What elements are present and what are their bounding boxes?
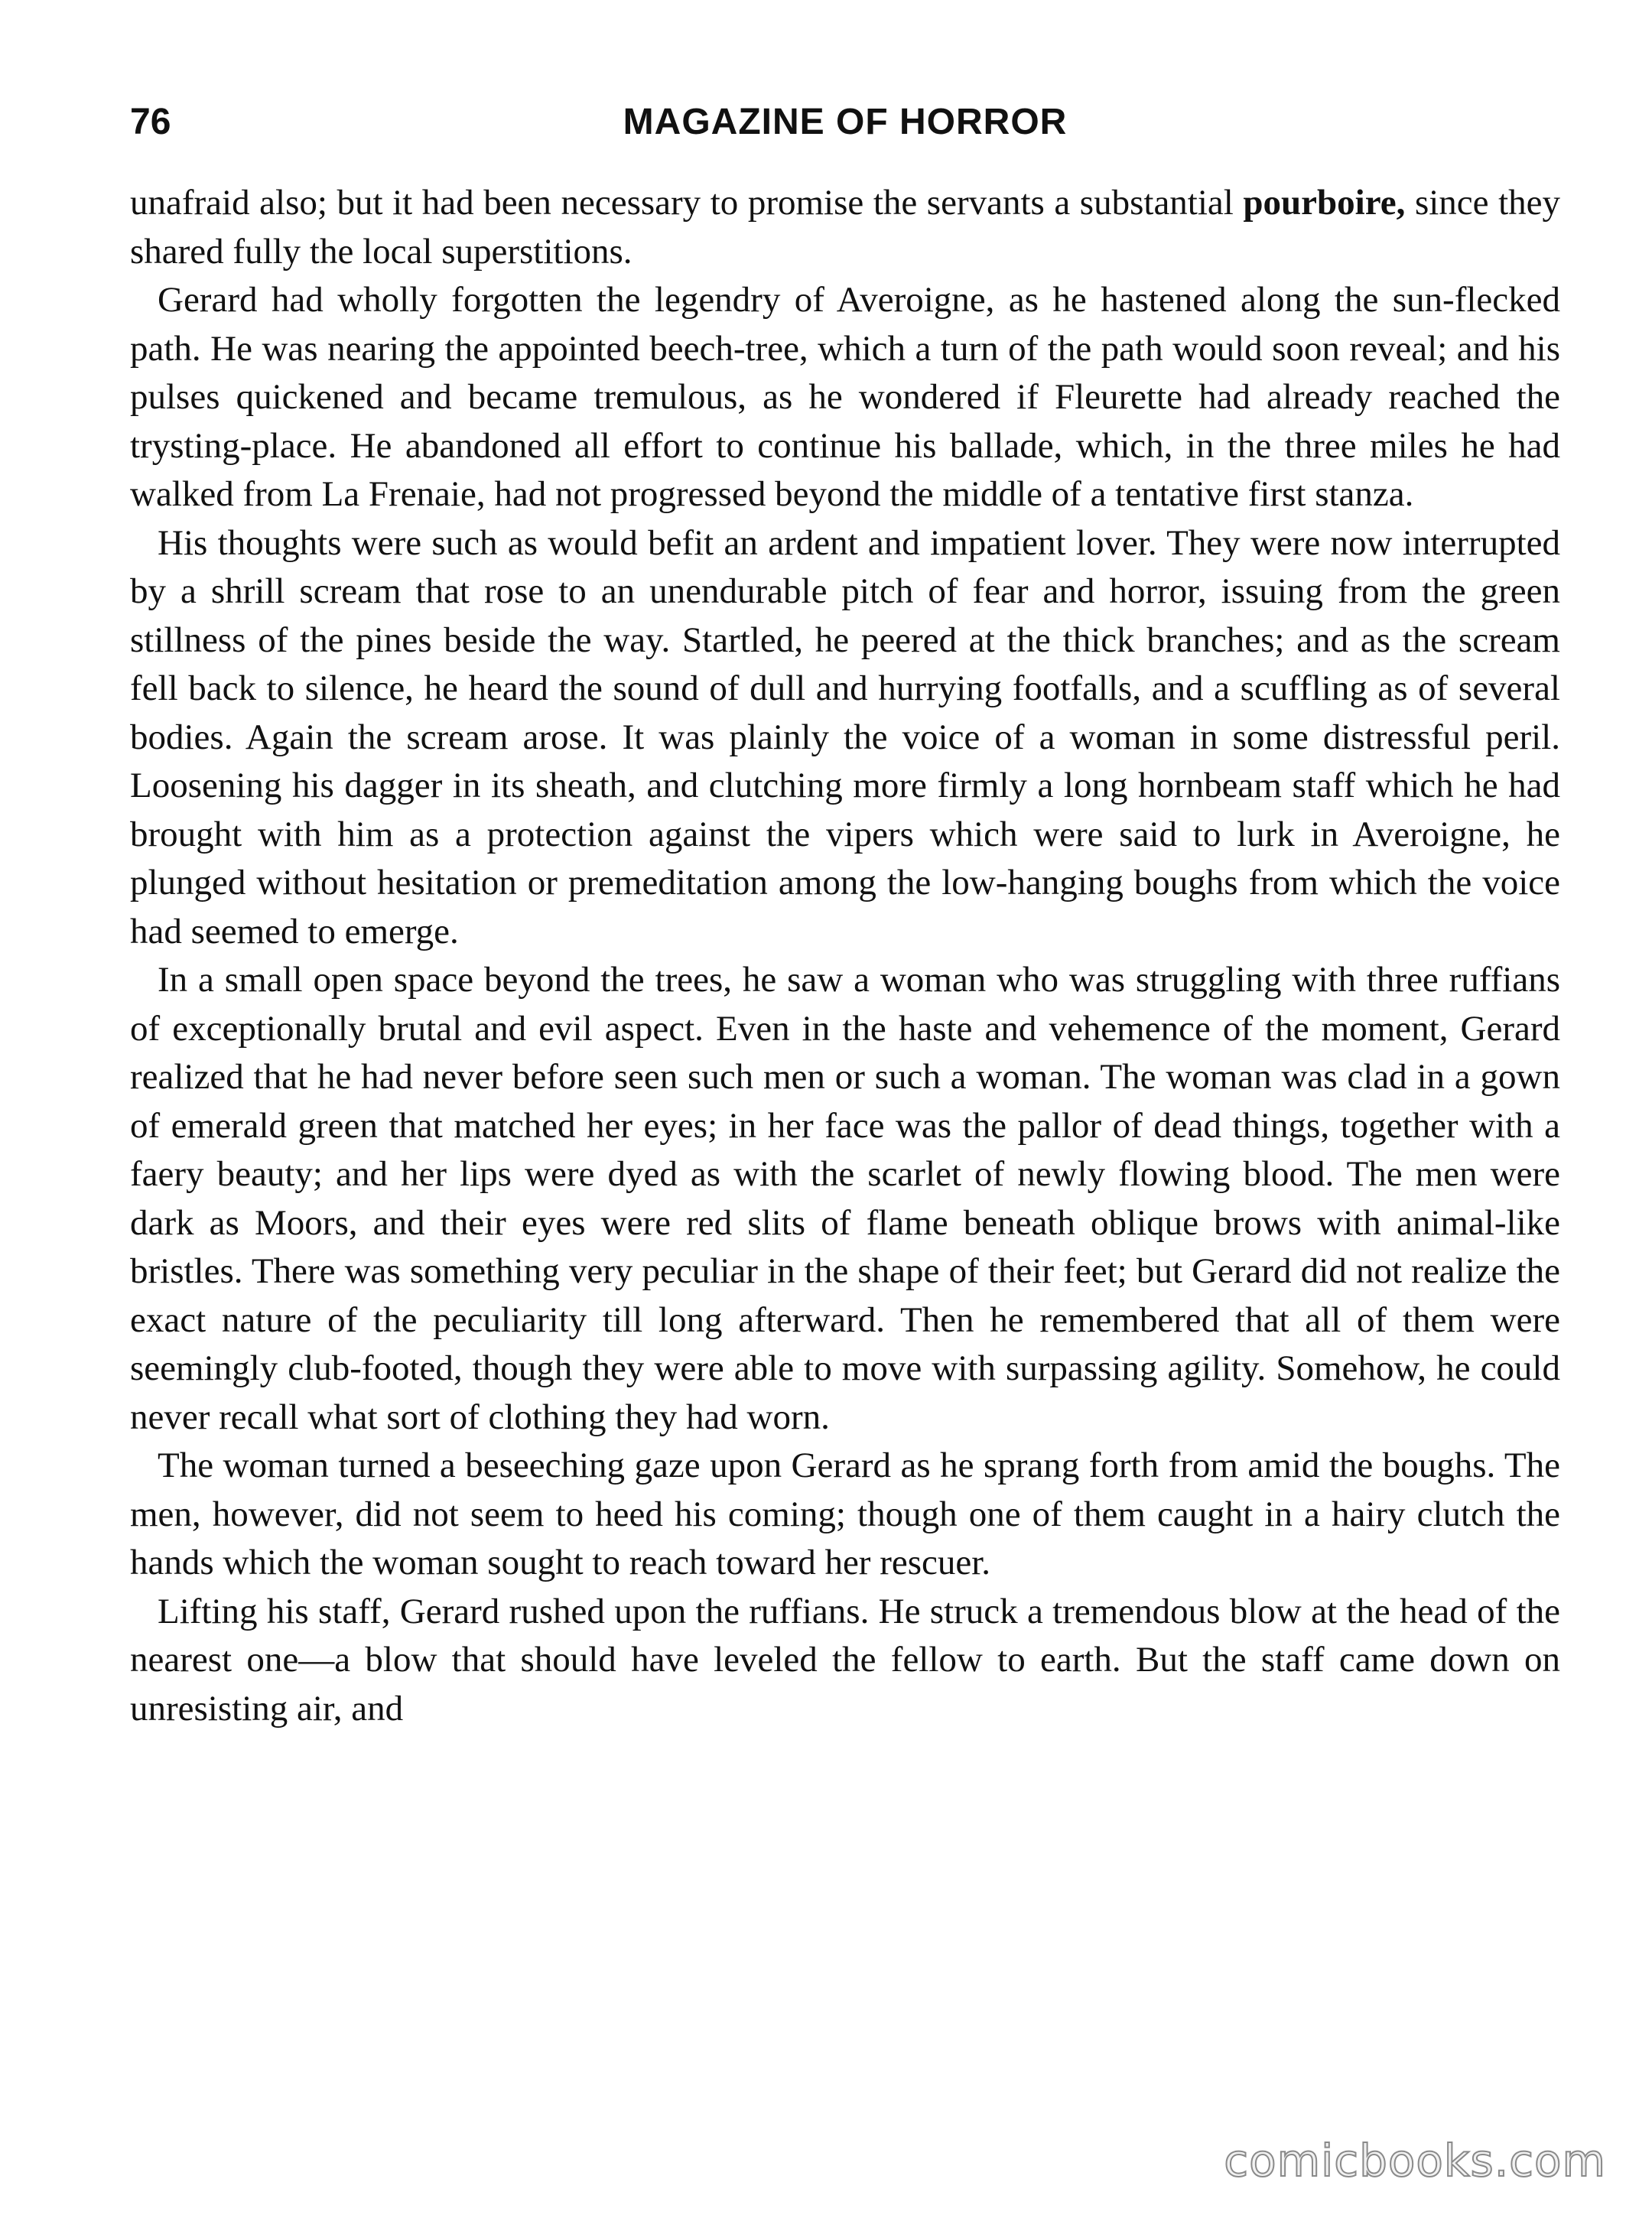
paragraph-1-bold-word: pourboire, (1243, 183, 1406, 223)
paragraph-1-lead: unafraid also; but it had been necessary to promise the servants a substantial (130, 183, 1244, 223)
paragraph-4: In a small open space beyond the trees, he saw a woman who was struggling with three ruffians of exceptionally brutal and evil aspect. Even in the haste and vehemence of the moment, Gerard realized that he had never before seen such men or such a woman. The woman was clad in a gown of emerald green that matched her eyes; in her face was the pallor of dead things, together with a faery beauty; and her lips were dyed as with the scarlet of newly flowing blood. The men were dark as Moors, and their eyes were red slits of flame beneath oblique brows with animal-like bristles. There was something very peculiar in the shape of their feet; but Gerard did not realize the exact nature of the peculiarity till long afterward. Then he remembered that all of them were seemingly club-footed, though they were able to move with surpassing agility. Somehow, he could never recall what sort of clothing they had worn. (130, 960, 1560, 1437)
paragraph-5: The woman turned a beseeching gaze upon Gerard as he sprang forth from amid the boughs. The men, however, did not seem to heed his coming; though one of them caught in a hairy clutch the hands which the woman sought to reach toward her rescuer. (130, 1446, 1560, 1582)
running-head: MAGAZINE OF HORROR (623, 102, 1068, 142)
paragraph-2: Gerard had wholly forgotten the legendry of Averoigne, as he hastened along the sun-flecked path. He was nearing the appointed beech-tree, which a turn of the path would soon reveal; and his pulses quickened and became tremulous, as he wondered if Fleurette had already reached the trysting-place. He abandoned all effort to continue his ballade, which, in the three miles he had walked from La Frenaie, had not progressed beyond the middle of a tentative first stanza. (130, 280, 1560, 514)
paragraph-1 (130, 179, 1560, 276)
paragraph-1-tail: since they shared fully the local superstitions. (130, 183, 1560, 272)
magazine-page (130, 99, 1560, 2180)
page-header (130, 99, 1560, 161)
page-number: 76 (130, 102, 171, 142)
site-watermark: comicbooks.com (1224, 2135, 1606, 2187)
paragraph-3: His thoughts were such as would befit an ardent and impatient lover. They were now interrupted by a shrill scream that rose to an unendurable pitch of fear and horror, issuing from the green stillness of the pines beside the way. Startled, he peered at the thick branches; and as the scream fell back to silence, he heard the sound of dull and hurrying footfalls, and a scuffling as of several bodies. Again the scream arose. It was plainly the voice of a woman in some distressful peril. Loosening his dagger in its sheath, and clutching more firmly a long hornbeam staff which he had brought with him as a protection against the vipers which were said to lurk in Averoigne, he plunged without hesitation or premeditation among the low-hanging boughs from which the voice had seemed to emerge. (130, 522, 1560, 951)
paragraph-6: Lifting his staff, Gerard rushed upon the ruffians. He struck a tremendous blow at the head of the nearest one—a blow that should have leveled the fellow to earth. But the staff came down on unresisting air, and (130, 1591, 1560, 1729)
story-text (130, 179, 1560, 1733)
